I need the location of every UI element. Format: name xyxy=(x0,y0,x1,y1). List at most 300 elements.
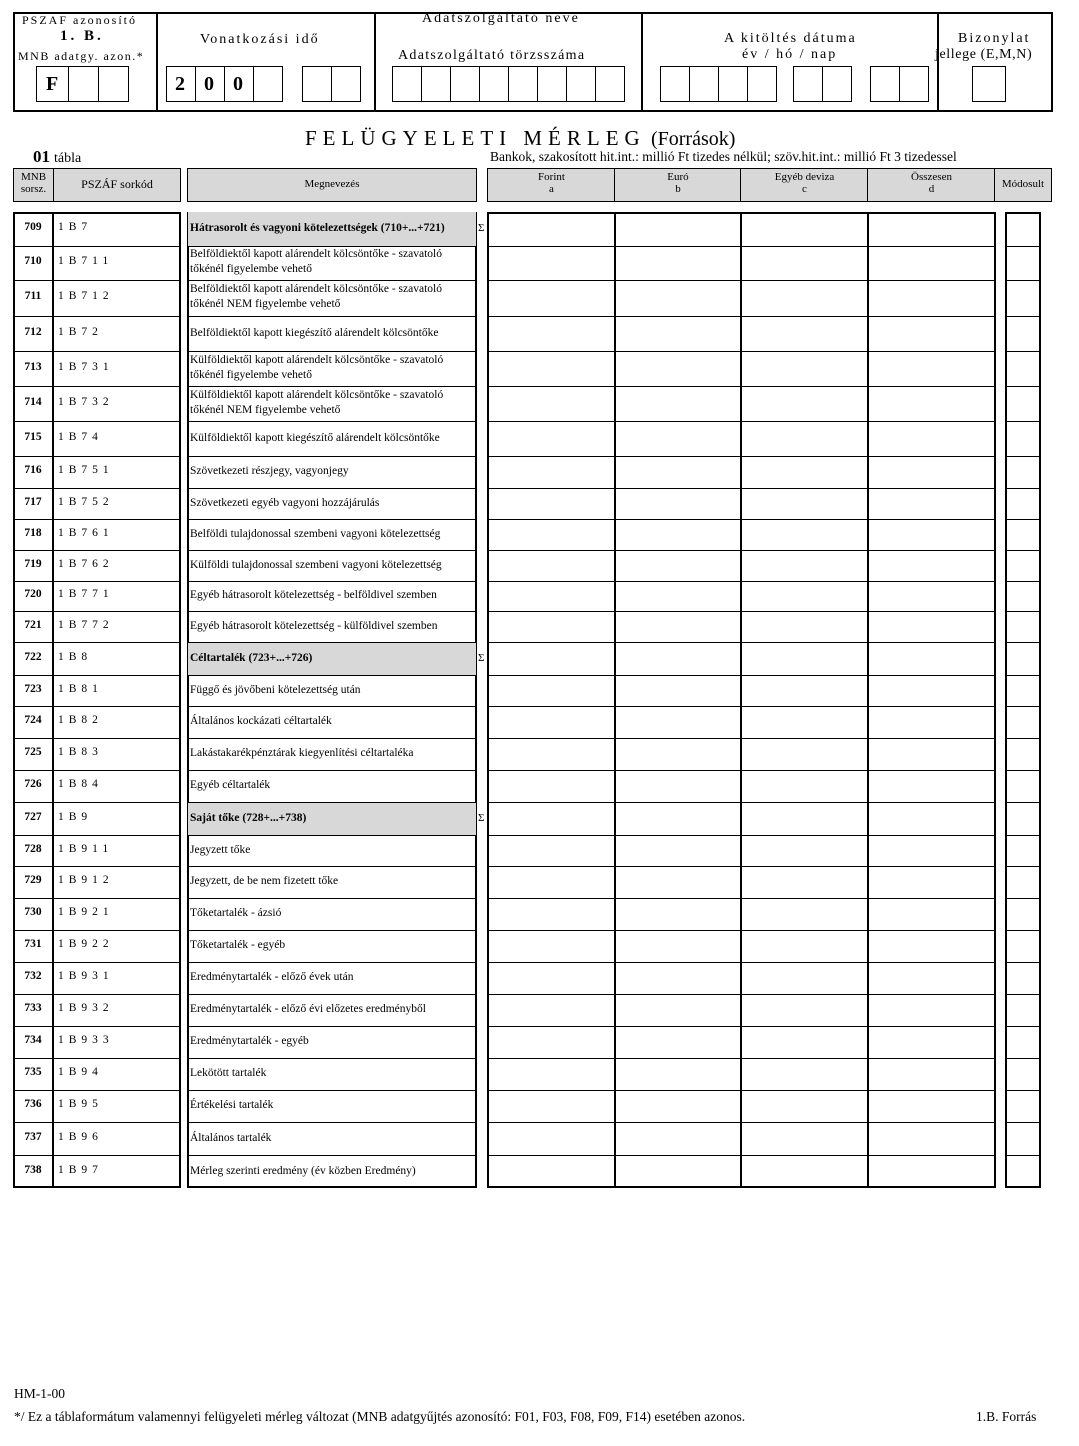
year-box-2[interactable] xyxy=(195,66,225,102)
row-separator xyxy=(53,488,181,489)
torzsszam-box[interactable] xyxy=(479,66,509,102)
forint-input[interactable] xyxy=(489,930,614,962)
row-separator xyxy=(488,770,996,771)
table-row xyxy=(0,1058,1079,1090)
row-mnb-sorsz: 732 xyxy=(24,970,42,982)
row-separator xyxy=(188,611,477,612)
row-separator xyxy=(53,386,181,387)
row-separator xyxy=(53,550,181,551)
osszesen-input[interactable] xyxy=(869,898,994,930)
egyeb-deviza-input[interactable] xyxy=(742,611,867,642)
forint-input[interactable] xyxy=(489,835,614,866)
modosult-input[interactable] xyxy=(1007,930,1039,962)
row-megnevezes: Belföldiektől kapott alárendelt kölcsöntőke - szavatoló tőkénél NEM figyelembe vehető xyxy=(190,283,442,310)
euro-input[interactable] xyxy=(616,1058,740,1090)
torzsszam-box[interactable] xyxy=(595,66,625,102)
modosult-input[interactable] xyxy=(1007,421,1039,456)
osszesen-input[interactable] xyxy=(869,519,994,550)
modosult-input[interactable] xyxy=(1007,1122,1039,1155)
row-mnb-sorsz: 734 xyxy=(24,1034,42,1046)
egyeb-deviza-input[interactable] xyxy=(742,675,867,706)
row-separator xyxy=(53,456,181,457)
row-separator xyxy=(14,246,54,247)
osszesen-input[interactable] xyxy=(869,316,994,351)
sigma-icon: Σ xyxy=(478,222,485,234)
row-separator xyxy=(53,930,181,931)
col-header-mnb-1: MNB xyxy=(20,171,47,183)
egyeb-deviza-input[interactable] xyxy=(742,1122,867,1155)
table-row xyxy=(0,706,1079,738)
modosult-input[interactable] xyxy=(1007,835,1039,866)
euro-input[interactable] xyxy=(616,738,740,770)
egyeb-deviza-input[interactable] xyxy=(742,738,867,770)
row-separator xyxy=(488,962,996,963)
row-megnevezes: Általános kockázati céltartalék xyxy=(190,715,332,727)
euro-input[interactable] xyxy=(616,386,740,421)
mnb-id-value: F xyxy=(46,73,59,95)
col-header-osszesen xyxy=(867,168,996,202)
table-row xyxy=(0,280,1079,316)
forint-input[interactable] xyxy=(489,550,614,581)
row-separator xyxy=(1006,930,1041,931)
torzsszam-box[interactable] xyxy=(566,66,596,102)
osszesen-input[interactable] xyxy=(869,1090,994,1122)
modosult-input[interactable] xyxy=(1007,488,1039,519)
modosult-input[interactable] xyxy=(1007,994,1039,1026)
modosult-input[interactable] xyxy=(1007,246,1039,280)
row-mnb-sorsz: 726 xyxy=(24,778,42,790)
table-row xyxy=(0,519,1079,550)
row-separator xyxy=(53,898,181,899)
modosult-input[interactable] xyxy=(1007,706,1039,738)
euro-input[interactable] xyxy=(616,519,740,550)
row-separator xyxy=(1006,351,1041,352)
euro-input[interactable] xyxy=(616,994,740,1026)
forint-input[interactable] xyxy=(489,581,614,611)
row-separator xyxy=(488,930,996,931)
row-separator xyxy=(53,738,181,739)
euro-input[interactable] xyxy=(616,280,740,316)
month-box-1[interactable] xyxy=(302,66,332,102)
row-pszaf-sorkod: 1B772 xyxy=(58,618,114,631)
osszesen-input[interactable] xyxy=(869,488,994,519)
modosult-input[interactable] xyxy=(1007,1058,1039,1090)
egyeb-deviza-input[interactable] xyxy=(742,351,867,386)
row-separator xyxy=(14,611,54,612)
row-megnevezes: Általános tartalék xyxy=(190,1131,272,1144)
osszesen-input[interactable] xyxy=(869,456,994,488)
forint-input[interactable] xyxy=(489,246,614,280)
row-separator xyxy=(1006,519,1041,520)
egyeb-deviza-input[interactable] xyxy=(742,316,867,351)
row-separator xyxy=(14,930,54,931)
row-separator xyxy=(1006,421,1041,422)
forint-input[interactable] xyxy=(489,770,614,802)
forint-input[interactable] xyxy=(489,898,614,930)
egyeb-deviza-input[interactable] xyxy=(742,994,867,1026)
euro-input[interactable] xyxy=(616,1090,740,1122)
table-row xyxy=(0,675,1079,706)
euro-input[interactable] xyxy=(616,675,740,706)
forint-input[interactable] xyxy=(489,421,614,456)
month-box-2[interactable] xyxy=(331,66,361,102)
forint-input[interactable] xyxy=(489,519,614,550)
title-main: FELÜGYELETI MÉRLEG xyxy=(305,126,646,150)
forint-input[interactable] xyxy=(489,642,614,675)
egyeb-deviza-input[interactable] xyxy=(742,1155,867,1188)
modosult-input[interactable] xyxy=(1007,770,1039,802)
row-megnevezes: Egyéb hátrasorolt kötelezettség - külföldivel szemben xyxy=(190,619,438,632)
modosult-input[interactable] xyxy=(1007,642,1039,675)
row-separator xyxy=(14,488,54,489)
year-digit-3: 0 xyxy=(233,73,243,95)
osszesen-input[interactable] xyxy=(869,1058,994,1090)
euro-input[interactable] xyxy=(616,488,740,519)
row-separator xyxy=(53,519,181,520)
modosult-input[interactable] xyxy=(1007,962,1039,994)
euro-input[interactable] xyxy=(616,706,740,738)
osszesen-input[interactable] xyxy=(869,1026,994,1058)
euro-input[interactable] xyxy=(616,1122,740,1155)
row-separator xyxy=(53,802,181,803)
torzsszam-box[interactable] xyxy=(421,66,451,102)
osszesen-input[interactable] xyxy=(869,1155,994,1188)
row-separator xyxy=(53,581,181,582)
egyeb-deviza-input[interactable] xyxy=(742,519,867,550)
footnote: */ Ez a táblaformátum valamennyi felügyeleti mérleg változat (MNB adatgyűjtés azonosító: F01, F03, F08, F09, F14) esetében azonos. xyxy=(14,1409,746,1424)
forint-input[interactable] xyxy=(489,611,614,642)
row-separator xyxy=(188,738,477,739)
row-megnevezes: Lekötött tartalék xyxy=(190,1067,267,1079)
pszaf-code: 1. B. xyxy=(60,28,104,44)
modosult-input[interactable] xyxy=(1007,898,1039,930)
row-separator xyxy=(1006,835,1041,836)
forint-input[interactable] xyxy=(489,488,614,519)
egyeb-deviza-input[interactable] xyxy=(742,280,867,316)
euro-input[interactable] xyxy=(616,835,740,866)
egyeb-deviza-input[interactable] xyxy=(742,488,867,519)
egyeb-deviza-input[interactable] xyxy=(742,1058,867,1090)
euro-input[interactable] xyxy=(616,962,740,994)
table-word: tábla xyxy=(54,151,82,166)
modosult-input[interactable] xyxy=(1007,1026,1039,1058)
euro-input[interactable] xyxy=(616,212,740,246)
row-separator xyxy=(488,550,996,551)
row-megnevezes: Függő és jövőbeni kötelezettség után xyxy=(190,683,361,696)
row-separator xyxy=(53,280,181,281)
forint-input[interactable] xyxy=(489,738,614,770)
row-pszaf-sorkod: 1B711 xyxy=(58,255,114,267)
euro-input[interactable] xyxy=(616,550,740,581)
row-mnb-sorsz: 719 xyxy=(24,557,42,570)
row-pszaf-sorkod: 1B731 xyxy=(58,360,114,373)
modosult-input[interactable] xyxy=(1007,1090,1039,1122)
modosult-input[interactable] xyxy=(1007,738,1039,770)
row-separator xyxy=(14,866,54,867)
row-separator xyxy=(188,1058,477,1059)
mnb-id-box-2[interactable] xyxy=(68,66,99,102)
row-separator xyxy=(188,835,477,836)
table-row xyxy=(0,488,1079,519)
euro-input[interactable] xyxy=(616,770,740,802)
egyeb-deviza-input[interactable] xyxy=(742,930,867,962)
forint-input[interactable] xyxy=(489,866,614,898)
egyeb-deviza-input[interactable] xyxy=(742,212,867,246)
modosult-input[interactable] xyxy=(1007,280,1039,316)
modosult-input[interactable] xyxy=(1007,212,1039,246)
euro-input[interactable] xyxy=(616,246,740,280)
osszesen-input[interactable] xyxy=(869,246,994,280)
egyeb-deviza-input[interactable] xyxy=(742,962,867,994)
euro-input[interactable] xyxy=(616,1155,740,1188)
row-pszaf-sorkod: 1B922 xyxy=(58,938,114,950)
osszesen-input[interactable] xyxy=(869,1122,994,1155)
row-separator xyxy=(14,675,54,676)
row-separator xyxy=(488,802,996,803)
row-mnb-sorsz: 727 xyxy=(24,810,42,823)
osszesen-input[interactable] xyxy=(869,212,994,246)
forint-input[interactable] xyxy=(489,316,614,351)
col-header-euro xyxy=(614,168,742,202)
bizonylat-jellege-box[interactable] xyxy=(972,66,1006,102)
row-separator xyxy=(14,1058,54,1059)
row-pszaf-sorkod: 1B911 xyxy=(58,842,114,855)
row-separator xyxy=(488,898,996,899)
row-mnb-sorsz: 715 xyxy=(24,430,42,443)
osszesen-input[interactable] xyxy=(869,835,994,866)
forint-input[interactable] xyxy=(489,1155,614,1188)
row-separator xyxy=(188,280,477,281)
modosult-input[interactable] xyxy=(1007,866,1039,898)
row-separator xyxy=(14,519,54,520)
table-row xyxy=(0,550,1079,581)
row-separator xyxy=(188,930,477,931)
modosult-input[interactable] xyxy=(1007,581,1039,611)
row-separator xyxy=(14,1155,54,1156)
row-mnb-sorsz: 737 xyxy=(24,1130,42,1143)
osszesen-input[interactable] xyxy=(869,280,994,316)
egyeb-deviza-input[interactable] xyxy=(742,246,867,280)
osszesen-input[interactable] xyxy=(869,351,994,386)
osszesen-input[interactable] xyxy=(869,802,994,835)
row-pszaf-sorkod: 1B752 xyxy=(58,495,114,508)
osszesen-input[interactable] xyxy=(869,421,994,456)
col-header-forint xyxy=(487,168,616,202)
forint-input[interactable] xyxy=(489,386,614,421)
row-separator xyxy=(53,1058,181,1059)
date-day-box[interactable] xyxy=(899,66,929,102)
forint-input[interactable] xyxy=(489,1122,614,1155)
torzsszam-box[interactable] xyxy=(392,66,422,102)
euro-input[interactable] xyxy=(616,611,740,642)
egyeb-deviza-input[interactable] xyxy=(742,421,867,456)
date-year-box[interactable] xyxy=(747,66,777,102)
forint-input[interactable] xyxy=(489,962,614,994)
osszesen-input[interactable] xyxy=(869,550,994,581)
osszesen-input[interactable] xyxy=(869,930,994,962)
euro-input[interactable] xyxy=(616,898,740,930)
forint-input[interactable] xyxy=(489,1026,614,1058)
row-pszaf-sorkod: 1B712 xyxy=(58,290,114,302)
row-separator xyxy=(488,1122,996,1123)
row-pszaf-sorkod: 1B81 xyxy=(58,682,103,695)
row-separator xyxy=(188,1090,477,1091)
row-pszaf-sorkod: 1B762 xyxy=(58,557,114,570)
modosult-input[interactable] xyxy=(1007,550,1039,581)
row-separator xyxy=(53,1090,181,1091)
col-header-megnevezes-label: Megnevezés xyxy=(304,178,360,190)
modosult-input[interactable] xyxy=(1007,611,1039,642)
torzsszam-box[interactable] xyxy=(537,66,567,102)
row-megnevezes: Tőketartalék - egyéb xyxy=(190,939,286,951)
row-pszaf-sorkod: 1B97 xyxy=(58,1163,103,1176)
row-separator xyxy=(53,316,181,317)
osszesen-input[interactable] xyxy=(869,386,994,421)
row-pszaf-sorkod: 1B771 xyxy=(58,588,114,600)
year-box-1[interactable] xyxy=(166,66,196,102)
row-mnb-sorsz: 714 xyxy=(24,395,42,408)
modosult-input[interactable] xyxy=(1007,802,1039,835)
forint-input[interactable] xyxy=(489,994,614,1026)
row-mnb-sorsz: 716 xyxy=(24,464,42,476)
forint-input[interactable] xyxy=(489,212,614,246)
modosult-input[interactable] xyxy=(1007,456,1039,488)
row-megnevezes: Külföldiektől kapott alárendelt kölcsöntőke - szavatoló tőkénél NEM figyelembe vehető xyxy=(190,388,444,416)
egyeb-deviza-input[interactable] xyxy=(742,456,867,488)
egyeb-deviza-input[interactable] xyxy=(742,1090,867,1122)
egyeb-deviza-input[interactable] xyxy=(742,898,867,930)
row-megnevezes: Mérleg szerinti eredmény (év közben Eredmény) xyxy=(190,1164,416,1177)
torzsszam-box[interactable] xyxy=(450,66,480,102)
modosult-input[interactable] xyxy=(1007,386,1039,421)
egyeb-deviza-input[interactable] xyxy=(742,866,867,898)
page-title xyxy=(305,126,735,151)
egyeb-deviza-input[interactable] xyxy=(742,1026,867,1058)
modosult-input[interactable] xyxy=(1007,519,1039,550)
osszesen-input[interactable] xyxy=(869,738,994,770)
row-megnevezes: Hátrasorolt és vagyoni kötelezettségek (710+...+721) xyxy=(190,222,445,234)
row-separator xyxy=(14,770,54,771)
osszesen-input[interactable] xyxy=(869,770,994,802)
row-mnb-sorsz: 738 xyxy=(24,1163,42,1176)
col-header-modosult-label: Módosult xyxy=(1001,178,1045,190)
osszesen-input[interactable] xyxy=(869,706,994,738)
egyeb-deviza-input[interactable] xyxy=(742,386,867,421)
table-no: 01 xyxy=(33,147,50,166)
forint-input[interactable] xyxy=(489,675,614,706)
euro-input[interactable] xyxy=(616,351,740,386)
torzsszam-box[interactable] xyxy=(508,66,538,102)
egyeb-deviza-input[interactable] xyxy=(742,550,867,581)
euro-input[interactable] xyxy=(616,866,740,898)
mnb-id-box-1[interactable] xyxy=(36,66,69,102)
forint-input[interactable] xyxy=(489,280,614,316)
col-header-mnb-sorsz xyxy=(13,168,54,202)
pszaf-label: PSZAF azonosító xyxy=(22,13,138,27)
row-separator xyxy=(488,994,996,995)
row-separator xyxy=(1006,1155,1041,1156)
forint-input[interactable] xyxy=(489,351,614,386)
euro-input[interactable] xyxy=(616,456,740,488)
row-separator xyxy=(488,246,996,247)
euro-input[interactable] xyxy=(616,316,740,351)
year-box-4[interactable] xyxy=(253,66,283,102)
date-month-box[interactable] xyxy=(822,66,852,102)
egyeb-deviza-input[interactable] xyxy=(742,706,867,738)
forint-input[interactable] xyxy=(489,1090,614,1122)
date-month-box[interactable] xyxy=(793,66,823,102)
row-separator xyxy=(488,611,996,612)
row-separator xyxy=(488,316,996,317)
row-megnevezes: Szövetkezeti részjegy, vagyonjegy xyxy=(190,465,349,477)
row-separator xyxy=(53,770,181,771)
osszesen-input[interactable] xyxy=(869,675,994,706)
row-separator xyxy=(14,994,54,995)
egyeb-deviza-input[interactable] xyxy=(742,642,867,675)
osszesen-input[interactable] xyxy=(869,642,994,675)
euro-input[interactable] xyxy=(616,421,740,456)
table-row xyxy=(0,611,1079,642)
date-day-box[interactable] xyxy=(870,66,900,102)
mnb-id-box-3[interactable] xyxy=(98,66,129,102)
col-header-euro-label: Euró xyxy=(667,171,689,183)
euro-input[interactable] xyxy=(616,642,740,675)
euro-input[interactable] xyxy=(616,802,740,835)
modosult-input[interactable] xyxy=(1007,351,1039,386)
euro-input[interactable] xyxy=(616,581,740,611)
row-separator xyxy=(488,351,996,352)
row-mnb-sorsz: 712 xyxy=(24,325,42,338)
row-separator xyxy=(1006,1122,1041,1123)
egyeb-deviza-input[interactable] xyxy=(742,802,867,835)
egyeb-deviza-input[interactable] xyxy=(742,770,867,802)
osszesen-input[interactable] xyxy=(869,581,994,611)
osszesen-input[interactable] xyxy=(869,866,994,898)
euro-input[interactable] xyxy=(616,930,740,962)
euro-input[interactable] xyxy=(616,1026,740,1058)
modosult-input[interactable] xyxy=(1007,316,1039,351)
row-separator xyxy=(488,866,996,867)
table-row xyxy=(0,962,1079,994)
forint-input[interactable] xyxy=(489,1058,614,1090)
row-pszaf-sorkod: 1B84 xyxy=(58,778,103,790)
row-separator xyxy=(188,488,477,489)
modosult-input[interactable] xyxy=(1007,1155,1039,1188)
row-separator xyxy=(14,1026,54,1027)
date-year-box[interactable] xyxy=(718,66,748,102)
osszesen-input[interactable] xyxy=(869,994,994,1026)
col-header-forint-label: Forint xyxy=(538,171,565,183)
forint-input[interactable] xyxy=(489,802,614,835)
osszesen-input[interactable] xyxy=(869,611,994,642)
egyeb-deviza-input[interactable] xyxy=(742,581,867,611)
row-separator xyxy=(1006,962,1041,963)
forint-input[interactable] xyxy=(489,456,614,488)
row-separator xyxy=(1006,386,1041,387)
row-separator xyxy=(14,456,54,457)
date-year-box[interactable] xyxy=(689,66,719,102)
forint-input[interactable] xyxy=(489,706,614,738)
egyeb-deviza-input[interactable] xyxy=(742,835,867,866)
year-box-3[interactable] xyxy=(224,66,254,102)
osszesen-input[interactable] xyxy=(869,962,994,994)
date-year-box[interactable] xyxy=(660,66,690,102)
form-code: HM-1-00 xyxy=(14,1386,65,1401)
row-separator xyxy=(14,280,54,281)
year-digit-1: 2 xyxy=(175,73,185,95)
modosult-input[interactable] xyxy=(1007,675,1039,706)
row-separator xyxy=(14,962,54,963)
